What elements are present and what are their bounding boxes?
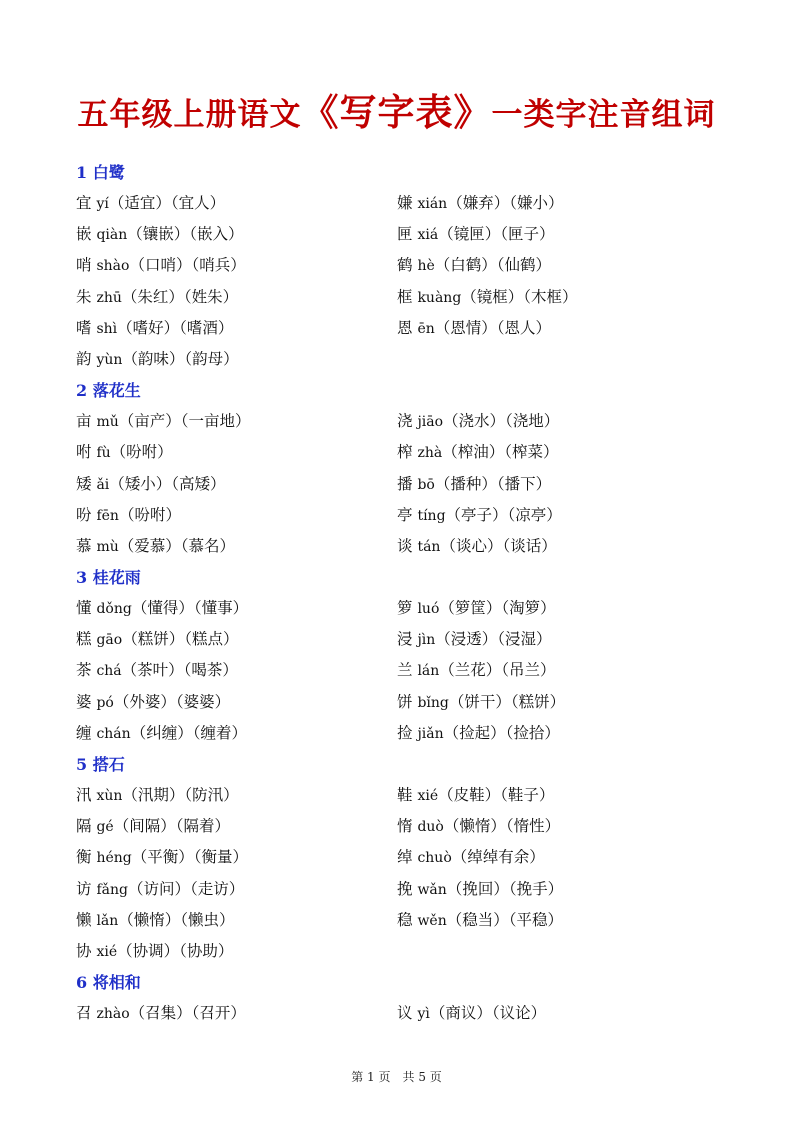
- entry-char: 嫌: [397, 194, 413, 212]
- entry-pinyin: xié: [96, 943, 118, 960]
- entry-pinyin: jìn: [417, 632, 436, 649]
- entry-pinyin: bǐng: [417, 694, 449, 711]
- entry-char: 隔: [76, 817, 92, 836]
- entry-pinyin: shì: [96, 320, 118, 337]
- entry-pinyin: xùn: [96, 788, 123, 804]
- word-row: [76, 874, 716, 905]
- entry-pinyin: ēn: [417, 320, 435, 337]
- entry-pinyin: jiǎn: [417, 725, 444, 742]
- word-row: [76, 842, 716, 873]
- entry-words: （绰绰有余）: [451, 848, 545, 867]
- entry-words: （懂得）（懂事）: [131, 599, 249, 618]
- entry-words: （白鹤）（仙鹤）: [434, 256, 552, 275]
- word-entry: [397, 718, 560, 750]
- entry-words: （协调）（协助）: [117, 941, 234, 960]
- entry-pinyin: gāo: [96, 632, 123, 649]
- word-entry: [397, 531, 557, 563]
- entry-pinyin: kuàng: [417, 289, 462, 306]
- word-entry: [76, 188, 225, 220]
- word-row: [76, 469, 716, 500]
- entry-pinyin: yí: [96, 196, 109, 212]
- entry-words: （榨油）（榨菜）: [442, 443, 559, 462]
- entry-pinyin: zhào: [96, 1006, 130, 1023]
- entry-words: （懒惰）（惰性）: [443, 817, 561, 836]
- word-row: [76, 219, 716, 250]
- entry-pinyin: xián: [417, 196, 448, 212]
- entry-words: （捡起）（捡拾）: [443, 723, 560, 742]
- entry-char: 饼: [397, 692, 413, 711]
- entry-char: 绰: [397, 848, 413, 867]
- entry-char: 慕: [76, 536, 92, 555]
- entry-char: 嵌: [76, 225, 92, 244]
- entry-pinyin: chuò: [417, 850, 452, 867]
- entry-pinyin: mù: [96, 538, 119, 555]
- entry-pinyin: héng: [96, 850, 132, 867]
- entry-char: 稳: [397, 910, 413, 929]
- word-row: [76, 718, 716, 749]
- word-entry: [76, 842, 248, 874]
- word-entry: [76, 718, 247, 750]
- word-row: [76, 998, 716, 1029]
- word-row: [76, 780, 716, 811]
- word-entry: [76, 406, 251, 438]
- entry-words: （间隔）（隔着）: [113, 817, 230, 836]
- entry-char: 朱: [76, 287, 92, 306]
- word-entry: [397, 500, 562, 532]
- entry-char: 糕: [76, 630, 92, 649]
- entry-char: 框: [397, 287, 413, 306]
- word-row: [76, 437, 716, 468]
- word-entry: [76, 780, 239, 812]
- entry-pinyin: zhū: [96, 289, 122, 306]
- entry-char: 鞋: [397, 786, 413, 804]
- entry-pinyin: bō: [417, 476, 435, 493]
- entry-char: 播: [397, 474, 413, 493]
- entry-words: （浸透）（浸湿）: [435, 630, 552, 649]
- word-row: [76, 624, 716, 655]
- entry-words: （糕饼）（糕点）: [122, 630, 239, 649]
- entry-words: （亭子）（凉亭）: [445, 505, 562, 524]
- word-entry: [397, 282, 578, 314]
- entry-words: （挽回）（挽手）: [446, 879, 564, 898]
- entry-pinyin: jiāo: [417, 414, 444, 431]
- entry-words: （浇水）（浇地）: [443, 412, 560, 431]
- entry-pinyin: gé: [96, 819, 114, 836]
- entry-words: （平衡）（衡量）: [131, 848, 248, 867]
- section-title: 2 落花生: [76, 381, 141, 401]
- word-entry: [76, 344, 239, 376]
- entry-pinyin: tán: [417, 538, 441, 555]
- word-entry: [397, 905, 563, 937]
- entry-pinyin: shào: [96, 258, 130, 275]
- entry-pinyin: hè: [417, 258, 435, 275]
- entry-pinyin: qiàn: [96, 227, 128, 244]
- word-row: [76, 531, 716, 562]
- title-book: 《写字表》: [301, 91, 492, 134]
- word-entry: [76, 437, 173, 469]
- entry-char: 协: [76, 941, 92, 960]
- entry-pinyin: pó: [96, 694, 114, 711]
- entry-pinyin: fù: [96, 445, 111, 462]
- word-entry: [76, 313, 233, 345]
- entry-char: 挽: [397, 879, 413, 898]
- word-row: [76, 344, 716, 375]
- entry-char: 召: [76, 1004, 92, 1023]
- entry-pinyin: ǎi: [96, 476, 110, 493]
- entry-words: （爱慕）（慕名）: [118, 536, 236, 555]
- entry-words: （嫌弃）（嫌小）: [447, 194, 564, 212]
- entry-pinyin: lǎn: [96, 912, 119, 929]
- entry-words: （镜匣）（匣子）: [438, 225, 555, 244]
- word-row: [76, 250, 716, 281]
- entry-words: （懒惰）（懒虫）: [118, 910, 235, 929]
- word-entry: [76, 687, 230, 719]
- word-entry: [397, 406, 559, 438]
- entry-pinyin: xiá: [417, 227, 439, 244]
- entry-char: 矮: [76, 474, 92, 493]
- entry-char: 婆: [76, 692, 92, 711]
- word-entry: [397, 687, 565, 719]
- entry-pinyin: chán: [96, 725, 131, 742]
- word-entry: [76, 811, 230, 843]
- word-entry: [76, 655, 238, 687]
- page-footer: 第 1 页 共 5 页: [351, 1070, 442, 1084]
- entry-char: 懒: [76, 910, 92, 929]
- entry-char: 捡: [397, 723, 413, 742]
- entry-words: （口哨）（哨兵）: [129, 256, 246, 275]
- entry-char: 缠: [76, 723, 92, 742]
- word-row: [76, 188, 716, 219]
- word-row: [76, 655, 716, 686]
- entry-pinyin: yì: [417, 1006, 430, 1023]
- word-entry: [76, 998, 246, 1030]
- entry-pinyin: duò: [417, 819, 444, 836]
- entry-char: 浇: [397, 412, 413, 431]
- title-prefix: 五年级上册语文: [77, 97, 302, 133]
- entry-pinyin: zhà: [417, 445, 443, 462]
- entry-words: （商议）（议论）: [429, 1004, 547, 1023]
- section-title: 5 搭石: [76, 755, 125, 774]
- word-entry: [76, 874, 244, 906]
- section-title: 6 将相和: [76, 973, 141, 993]
- entry-char: 汛: [76, 786, 92, 804]
- entry-char: 吩: [76, 505, 92, 524]
- section-title: 3 桂花雨: [76, 568, 141, 588]
- entry-pinyin: xié: [417, 788, 439, 804]
- word-list: [76, 157, 716, 1029]
- word-entry: [397, 874, 563, 906]
- word-entry: [397, 842, 545, 874]
- entry-words: （箩筐）（淘箩）: [439, 599, 556, 618]
- word-entry: [76, 250, 246, 282]
- word-entry: [397, 811, 560, 843]
- word-entry: [76, 936, 233, 968]
- entry-char: 鹤: [397, 256, 413, 275]
- word-entry: [76, 531, 235, 563]
- entry-char: 箩: [397, 599, 413, 618]
- word-entry: [76, 219, 244, 251]
- entry-words: （访问）（走访）: [127, 879, 245, 898]
- word-entry: [397, 219, 554, 251]
- entry-words: （恩情）（恩人）: [434, 318, 552, 337]
- entry-char: 访: [76, 879, 92, 898]
- word-row: [76, 687, 716, 718]
- entry-words: （镜框）（木框）: [461, 287, 578, 306]
- word-row: [76, 905, 716, 936]
- word-row: [76, 500, 716, 531]
- entry-words: （嗜好）（嗜酒）: [117, 318, 234, 337]
- word-row: [76, 593, 716, 624]
- entry-pinyin: mǔ: [96, 414, 119, 431]
- entry-char: 浸: [397, 630, 413, 649]
- entry-char: 嗜: [76, 318, 92, 337]
- word-entry: [76, 282, 238, 314]
- entry-words: （吩咐）: [118, 505, 181, 524]
- entry-char: 宜: [76, 194, 92, 212]
- word-entry: [397, 780, 554, 812]
- word-row: [76, 811, 716, 842]
- entry-pinyin: dǒng: [96, 601, 132, 618]
- entry-pinyin: lán: [417, 663, 440, 680]
- entry-char: 议: [397, 1004, 413, 1023]
- word-entry: [397, 313, 551, 345]
- entry-char: 亭: [397, 505, 413, 524]
- word-entry: [76, 905, 235, 937]
- title-suffix: 一类字注音组词: [491, 97, 716, 133]
- entry-char: 亩: [76, 412, 92, 431]
- entry-pinyin: wǎn: [417, 881, 447, 898]
- entry-char: 哨: [76, 256, 92, 275]
- word-entry: [397, 188, 563, 220]
- entry-char: 咐: [76, 443, 92, 462]
- entry-pinyin: yùn: [96, 351, 123, 368]
- word-entry: [397, 469, 551, 501]
- entry-words: （镶嵌）（嵌入）: [127, 225, 244, 244]
- entry-char: 懂: [76, 599, 92, 618]
- word-row: [76, 936, 716, 967]
- entry-words: （亩产）（一亩地）: [118, 412, 251, 431]
- section-title: 1 白鹭: [76, 163, 125, 182]
- entry-char: 兰: [397, 661, 413, 680]
- entry-words: （饼干）（糕饼）: [448, 692, 566, 711]
- entry-words: （外婆）（婆婆）: [113, 692, 231, 711]
- word-entry: [76, 624, 238, 656]
- entry-char: 谈: [397, 536, 413, 555]
- entry-pinyin: luó: [417, 601, 440, 618]
- entry-words: （茶叶）（喝茶）: [121, 661, 238, 680]
- entry-char: 榨: [397, 443, 413, 462]
- entry-pinyin: fēn: [96, 507, 119, 524]
- entry-words: （播种）（播下）: [434, 474, 552, 493]
- word-entry: [397, 655, 556, 687]
- entry-words: （汛期）（防汛）: [122, 786, 239, 804]
- entry-pinyin: chá: [96, 663, 122, 680]
- entry-char: 恩: [397, 318, 413, 337]
- word-entry: [397, 998, 546, 1030]
- entry-words: （谈心）（谈话）: [440, 536, 557, 555]
- word-entry: [397, 593, 556, 625]
- entry-words: （兰花）（吊兰）: [439, 661, 556, 680]
- word-row: [76, 406, 716, 437]
- entry-words: （稳当）（平稳）: [446, 910, 564, 929]
- entry-words: （召集）（召开）: [129, 1004, 246, 1023]
- entry-char: 匣: [397, 225, 413, 244]
- word-entry: [397, 437, 558, 469]
- word-entry: [397, 250, 551, 282]
- entry-char: 惰: [397, 817, 413, 836]
- word-entry: [76, 593, 248, 625]
- entry-words: （皮鞋）（鞋子）: [438, 786, 555, 804]
- entry-words: （纠缠）（缠着）: [130, 723, 247, 742]
- entry-pinyin: wěn: [417, 912, 447, 929]
- entry-char: 衡: [76, 848, 92, 867]
- entry-words: （韵味）（韵母）: [122, 349, 239, 368]
- word-entry: [76, 469, 226, 501]
- entry-char: 茶: [76, 661, 92, 680]
- word-entry: [397, 624, 552, 656]
- word-row: [76, 282, 716, 313]
- entry-pinyin: tíng: [417, 507, 446, 524]
- page-title: [0, 82, 793, 136]
- entry-words: （朱红）（姓朱）: [121, 287, 239, 306]
- entry-char: 韵: [76, 349, 92, 368]
- entry-words: （吩咐）: [110, 443, 173, 462]
- word-entry: [76, 500, 181, 532]
- entry-words: （矮小）（高矮）: [109, 474, 226, 493]
- entry-pinyin: fǎng: [96, 881, 128, 898]
- entry-words: （适宜）（宜人）: [108, 194, 226, 212]
- word-row: [76, 313, 716, 344]
